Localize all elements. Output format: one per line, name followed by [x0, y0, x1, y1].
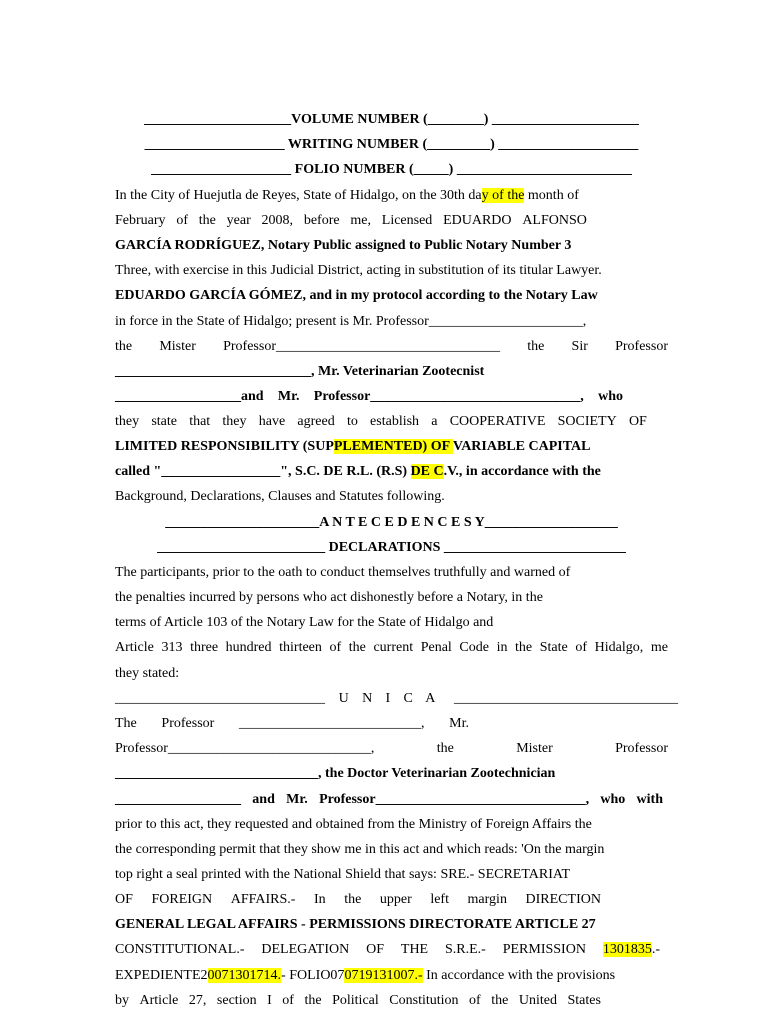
unica-line-2: Professor_____________________________, the Mister Professor — [115, 741, 668, 756]
unica-line-10: CONSTITUTIONAL.- DELEGATION OF THE S.R.E.- PERMISSION 1301835.- — [115, 942, 660, 957]
intro-line-7: the Mister Professor________________________________ the Sir Professor — [115, 339, 668, 354]
intro-line-2: February of the year 2008, before me, Licensed EDUARDO ALFONSO — [115, 213, 587, 228]
highlight-mark: DE C — [410, 464, 444, 479]
unica-line-8: OF FOREIGN AFFAIRS.- In the upper left margin DIRECTION — [115, 892, 601, 907]
intro-line-8: ____________________________, Mr. Veterinarian Zootecnist — [115, 364, 485, 379]
writing-number-line: ____________________ WRITING NUMBER (_________) ____________________ — [144, 137, 639, 152]
unica-line-3: _____________________________, the Doctor Veterinarian Zootechnician — [115, 766, 556, 781]
intro-line-13: Background, Declarations, Clauses and Statutes following. — [115, 489, 445, 504]
highlight-mark: y of the — [481, 188, 525, 203]
volume-number-line: _____________________VOLUME NUMBER (________) _____________________ — [144, 112, 639, 127]
intro-line-9: __________________and Mr. Professor______________________________, who — [115, 389, 623, 404]
highlight-mark: 1301835 — [602, 942, 652, 957]
highlight-mark: 0719131007.- — [344, 968, 423, 983]
antecedents-line-3: terms of Article 103 of the Notary Law for the State of Hidalgo and — [115, 615, 494, 630]
unica-line-4: __________________ and Mr. Professor______________________________, who with — [115, 792, 663, 807]
unica-line-11: EXPEDIENTE20071301714.- FOLIO070719131007.- In accordance with the provisions — [115, 968, 616, 983]
unica-title: U N I C A — [338, 691, 441, 706]
folio-number-line: ____________________ FOLIO NUMBER (_____) _________________________ — [151, 162, 632, 177]
intro-line-1: In the City of Huejutla de Reyes, State of Hidalgo, on the 30th day of the month of — [115, 188, 579, 203]
intro-line-5: EDUARDO GARCÍA GÓMEZ, and in my protocol according to the Notary Law — [115, 288, 598, 303]
unica-line-5: prior to this act, they requested and obtained from the Ministry of Foreign Affairs the — [115, 817, 592, 832]
unica-heading: ______________________________ U N I C A ________________________________ — [115, 689, 678, 709]
highlight-mark: PLEMENTED) OF — [333, 439, 453, 454]
antecedents-line-2: the penalties incurred by persons who act dishonestly before a Notary, in the — [115, 590, 543, 605]
antecedents-line-5: they stated: — [115, 666, 180, 681]
intro-line-3: GARCÍA RODRÍGUEZ, Notary Public assigned to Public Notary Number 3 — [115, 238, 572, 253]
intro-line-12: called "_________________", S.C. DE R.L. (R.S) DE C.V., in accordance with the — [115, 464, 601, 479]
unica-line-1: The Professor __________________________, Mr. — [115, 716, 469, 731]
highlight-mark: 0071301714. — [207, 968, 282, 983]
intro-line-11: LIMITED RESPONSIBILITY (SUPPLEMENTED) OF VARIABLE CAPITAL — [115, 439, 591, 454]
antecedents-line-1: The participants, prior to the oath to conduct themselves truthfully and warned of — [115, 565, 571, 580]
intro-line-6: in force in the State of Hidalgo; present is Mr. Professor______________________, — [115, 314, 587, 329]
unica-line-9: GENERAL LEGAL AFFAIRS - PERMISSIONS DIRECTORATE ARTICLE 27 — [115, 917, 596, 932]
declarations-heading: ________________________ DECLARATIONS __________________________ — [157, 540, 626, 555]
intro-line-10: they state that they have agreed to establish a COOPERATIVE SOCIETY OF — [115, 414, 647, 429]
antecedents-heading: ______________________A N T E C E D E N C E S Y___________________ — [165, 515, 618, 530]
antecedents-line-4: Article 313 three hundred thirteen of the current Penal Code in the State of Hidalgo, me — [115, 640, 668, 655]
intro-line-4: Three, with exercise in this Judicial District, acting in substitution of its titular Lawyer. — [115, 263, 602, 278]
unica-line-6: the corresponding permit that they show me in this act and which reads: 'On the margin — [115, 842, 605, 857]
unica-line-12: by Article 27, section I of the Political Constitution of the United States — [115, 993, 601, 1008]
unica-line-7: top right a seal printed with the National Shield that says: SRE.- SECRETARIAT — [115, 867, 570, 882]
